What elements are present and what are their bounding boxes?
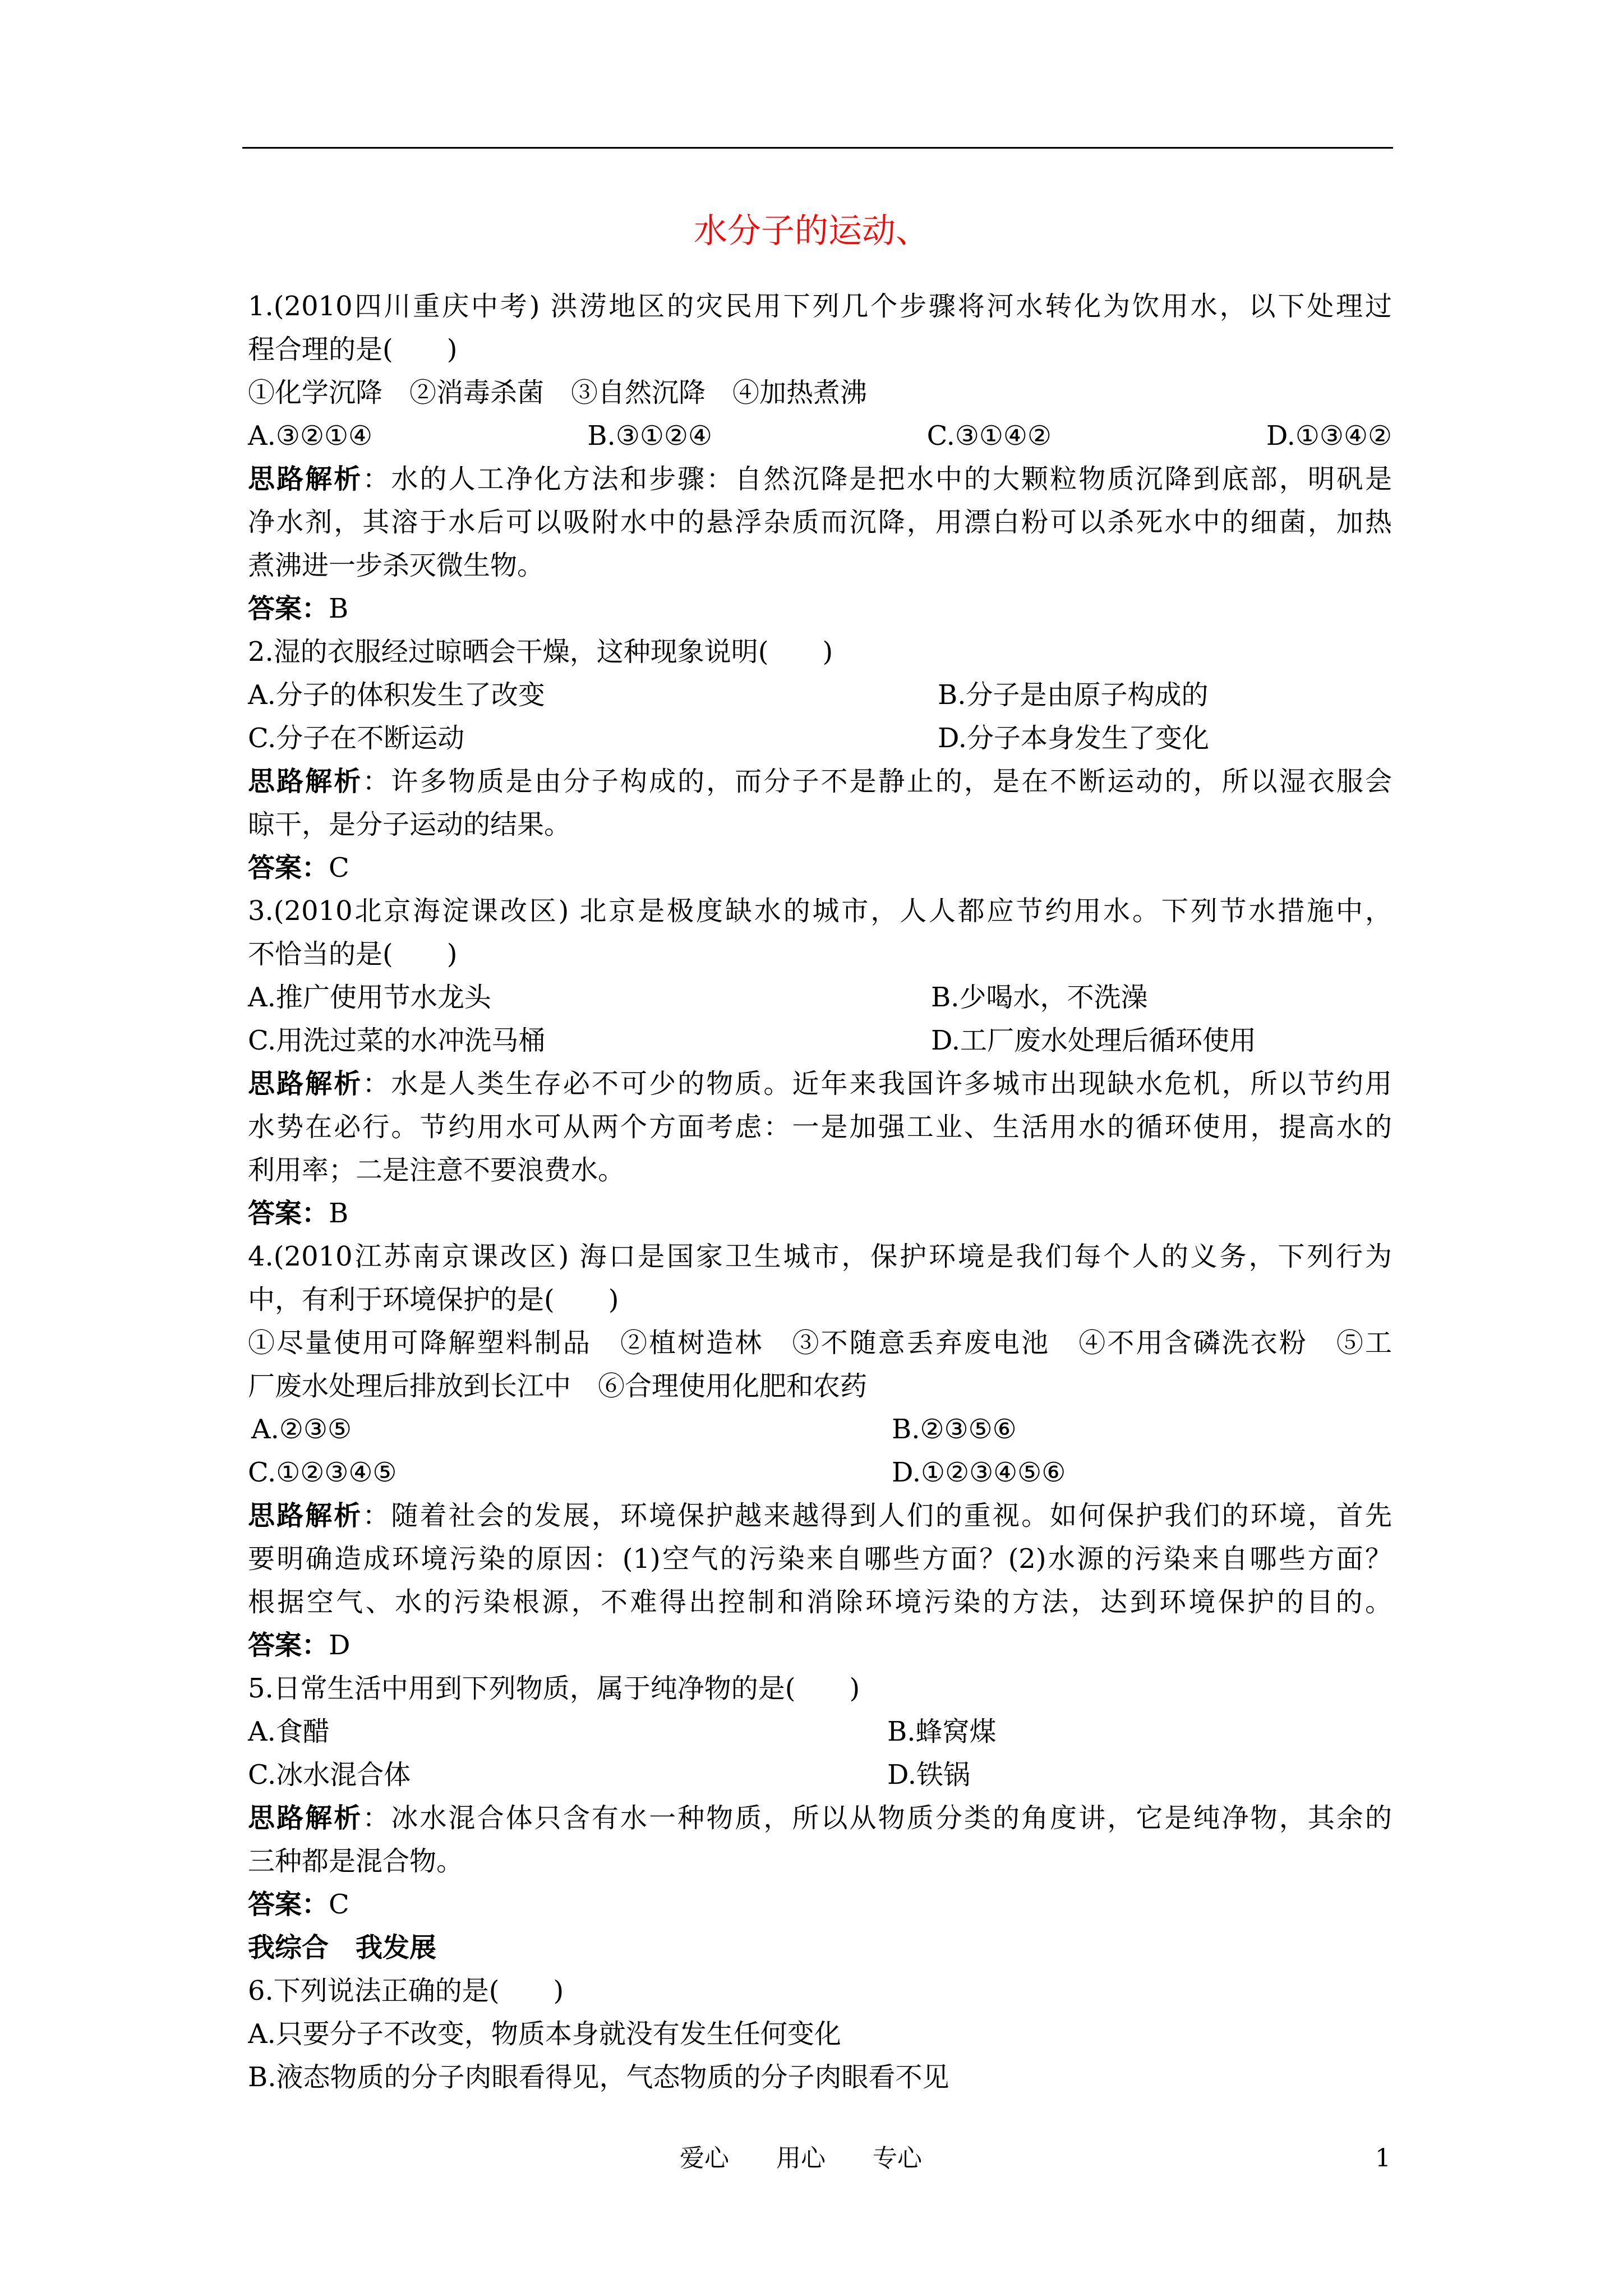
option-b: B.液态物质的分子肉眼看得见，气态物质的分子肉眼看不见 <box>248 2062 949 2093</box>
analysis-text: 煮沸进一步杀灭微生物。 <box>248 550 545 581</box>
answer-value: B <box>329 1198 349 1229</box>
question-stem: 5.日常生活中用到下列物质，属于纯净物的是( ) <box>248 1673 860 1704</box>
option-c: C.分子在不断运动 <box>248 723 465 754</box>
analysis-text: ：冰水混合体只含有水一种物质，所以从物质分类的角度讲，它是纯净物，其余的 <box>362 1802 1392 1834</box>
answer-label: 答案： <box>248 852 329 884</box>
answer <box>248 587 1392 631</box>
analysis <box>248 458 1392 501</box>
document-body <box>248 285 1392 2099</box>
analysis-label: 思路解析 <box>248 463 363 495</box>
option-a: A.只要分子不改变，物质本身就没有发生任何变化 <box>248 2018 841 2050</box>
analysis-label: 思路解析 <box>248 1068 363 1099</box>
footer-slogans <box>680 2142 961 2175</box>
question-stem: 3.(2010北京海淀课改区) 北京是极度缺水的城市，人人都应节约用水。下列节水措施中， <box>248 895 1392 927</box>
question-stem: 4.(2010江苏南京课改区) 海口是国家卫生城市，保护环境是我们每个人的义务，下列行为 <box>248 1241 1392 1272</box>
analysis-text: 利用率；二是注意不要浪费水。 <box>248 1154 625 1186</box>
analysis <box>248 1797 1392 1840</box>
answer-options <box>248 976 1392 1019</box>
option-a: A.②③⑤ <box>251 1414 352 1445</box>
answer-options <box>248 1019 1392 1062</box>
page-title: 水分子的运动、 <box>694 211 929 251</box>
answer-label: 答案： <box>248 1630 329 1661</box>
analysis-text: ：随着社会的发展，环境保护越来越得到人们的重视。如何保护我们的环境，首先 <box>362 1500 1392 1531</box>
answer-options <box>248 674 1392 717</box>
question-stem: 不恰当的是( ) <box>248 938 458 970</box>
footer-slogan: 用心 <box>776 2144 826 2173</box>
option-a: A.推广使用节水龙头 <box>248 982 491 1013</box>
page-number: 1 <box>1375 2144 1391 2173</box>
answer-label: 答案： <box>248 1889 329 1920</box>
question-items: 厂废水处理后排放到长江中 ⑥合理使用化肥和农药 <box>248 1370 868 1402</box>
question-items: ①化学沉降 ②消毒杀菌 ③自然沉降 ④加热煮沸 <box>248 377 868 408</box>
footer-slogan: 专心 <box>873 2144 922 2173</box>
analysis-text: 水势在必行。节约用水可从两个方面考虑：一是加强工业、生活用水的循环使用，提高水的 <box>248 1111 1392 1143</box>
analysis-label: 思路解析 <box>248 1500 363 1531</box>
analysis <box>248 1062 1392 1106</box>
option-a: A.分子的体积发生了改变 <box>248 679 545 711</box>
answer-value: C <box>329 852 349 884</box>
analysis <box>248 1494 1392 1538</box>
answer <box>248 846 1392 890</box>
analysis-text: 晾干，是分子运动的结果。 <box>248 809 571 840</box>
analysis <box>248 760 1392 803</box>
analysis-text: 要明确造成环境污染的原因：(1)空气的污染来自哪些方面？(2)水源的污染来自哪些方面？ <box>248 1543 1392 1575</box>
answer-options <box>248 1451 1392 1494</box>
question-stem: 1.(2010四川重庆中考) 洪涝地区的灾民用下列几个步骤将河水转化为饮用水，以下处理过 <box>248 291 1392 322</box>
analysis-label: 思路解析 <box>248 1802 363 1834</box>
answer <box>248 1883 1392 1926</box>
answer-value: C <box>329 1889 349 1920</box>
option-b: B.少喝水，不洗澡 <box>931 982 1148 1013</box>
option-c: C.③①④② <box>926 420 1052 452</box>
option-b: B.③①②④ <box>587 420 712 452</box>
answer-value: D <box>329 1630 351 1661</box>
question-items: ①尽量使用可降解塑料制品 ②植树造林 ③不随意丢弃废电池 ④不用含磷洗衣粉 ⑤工 <box>248 1327 1392 1359</box>
answer-options <box>248 1710 1392 1754</box>
option-c: C.①②③④⑤ <box>248 1457 397 1488</box>
option-d: D.①②③④⑤⑥ <box>892 1457 1066 1488</box>
question-stem: 2.湿的衣服经过晾晒会干燥，这种现象说明( ) <box>248 636 833 668</box>
option-d: D.铁锅 <box>887 1759 971 1791</box>
option-b: B.蜂窝煤 <box>887 1716 997 1747</box>
option-d: D.工厂废水处理后循环使用 <box>931 1025 1257 1056</box>
header-rule <box>242 147 1393 149</box>
option-b: B.分子是由原子构成的 <box>938 679 1209 711</box>
question-4 <box>248 1235 1392 1667</box>
option-a: A.食醋 <box>248 1716 330 1747</box>
question-1 <box>248 285 1392 631</box>
answer-options <box>248 1408 1392 1451</box>
analysis-label: 思路解析 <box>248 766 363 797</box>
section-heading: 我综合 我发展 <box>248 1932 437 1963</box>
answer-options <box>248 717 1392 760</box>
question-2 <box>248 631 1392 890</box>
option-c: C.用洗过菜的水冲洗马桶 <box>248 1025 546 1056</box>
option-d: D.①③④② <box>1266 420 1392 452</box>
answer-label: 答案： <box>248 1198 329 1229</box>
answer-label: 答案： <box>248 593 329 624</box>
option-b: B.②③⑤⑥ <box>892 1414 1017 1445</box>
question-6 <box>248 1970 1392 2099</box>
analysis-text: ：许多物质是由分子构成的，而分子不是静止的，是在不断运动的，所以湿衣服会 <box>362 766 1392 797</box>
option-c: C.冰水混合体 <box>248 1759 411 1791</box>
analysis-text: 三种都是混合物。 <box>248 1846 464 1877</box>
answer-options <box>248 415 1392 458</box>
answer-options <box>248 1754 1392 1797</box>
answer <box>248 1192 1392 1235</box>
question-5 <box>248 1667 1392 1926</box>
analysis-text: ：水的人工净化方法和步骤：自然沉降是把水中的大颗粒物质沉降到底部，明矾是 <box>362 463 1392 495</box>
question-stem: 中，有利于环境保护的是( ) <box>248 1284 619 1315</box>
analysis-text: ：水是人类生存必不可少的物质。近年来我国许多城市出现缺水危机，所以节约用 <box>362 1068 1392 1099</box>
analysis-text: 根据空气、水的污染根源，不难得出控制和消除环境污染的方法，达到环境保护的目的。 <box>248 1586 1392 1618</box>
analysis-text: 净水剂，其溶于水后可以吸附水中的悬浮杂质而沉降，用漂白粉可以杀死水中的细菌，加热 <box>248 507 1392 538</box>
option-d: D.分子本身发生了变化 <box>938 723 1210 754</box>
option-a: A.③②①④ <box>248 420 373 452</box>
answer-value: B <box>329 593 349 624</box>
question-3 <box>248 890 1392 1235</box>
answer <box>248 1624 1392 1667</box>
question-stem: 6.下列说法正确的是( ) <box>248 1975 564 2007</box>
question-stem: 程合理的是( ) <box>248 334 458 365</box>
footer-slogan: 爱心 <box>680 2144 729 2173</box>
